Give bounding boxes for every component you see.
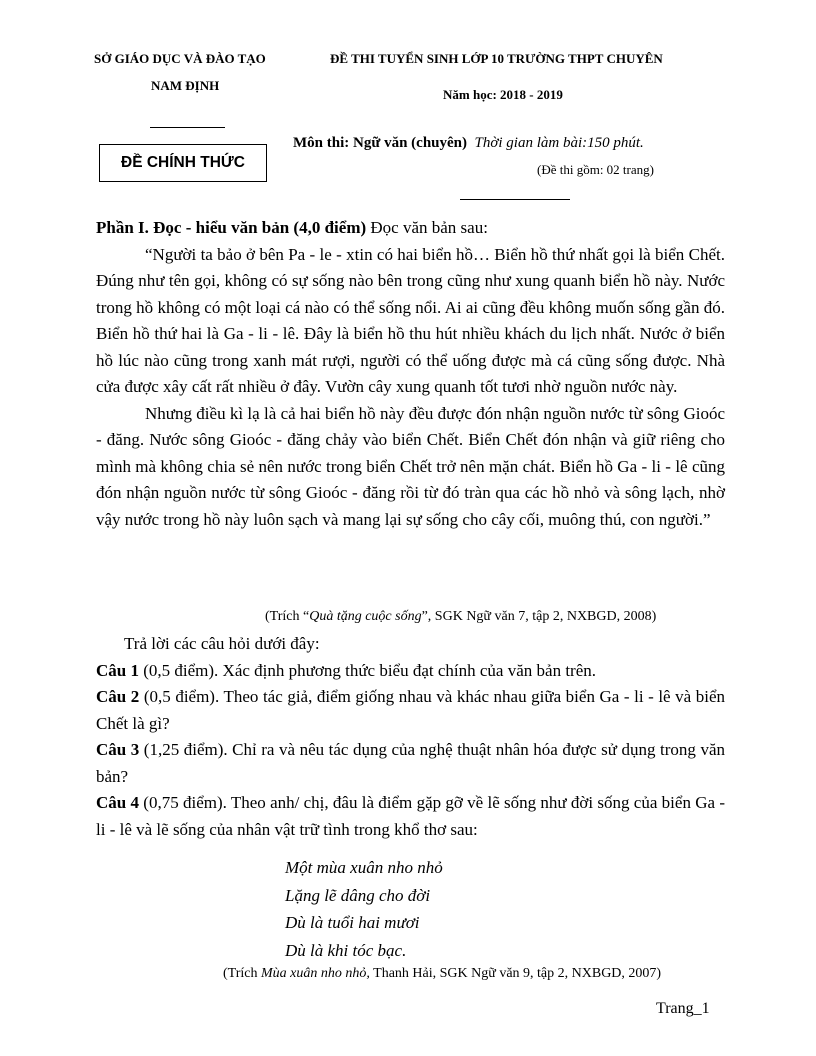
passage-paragraph-1: “Người ta bảo ở bên Pa - le - xtin có hai biển hồ… Biển hồ thứ nhất gọi là biển Chết. Đúng như tên gọi, không có sự sống nào bên trong cũng như xung quanh biển hồ này. Nước trong hồ không có một loại cá nào có thể sống nổi. Ai ai cũng đều không muốn sống gần đó. Biển hồ thứ hai là Ga - li - lê. Đây là biển hồ thu hút nhiều khách du lịch nhất. Nước ở biển hồ lúc nào cũng trong xanh mát rượi, người có thể uống được mà cá cũng sống được. Nhà cửa được xây cất rất nhiều ở đây. Vườn cây xung quanh tốt tươi nhờ nguồn nước này.: [96, 244, 725, 396]
department-name: SỞ GIÁO DỤC VÀ ĐÀO TẠO: [94, 51, 266, 66]
question-2-label: Câu 2: [96, 687, 140, 706]
question-4-text: (0,75 điểm). Theo anh/ chị, đâu là điểm gặp gỡ về lẽ sống như đời sống của biển Ga - li - lê và lẽ sống của nhân vật trữ tình trong khổ thơ sau:: [96, 793, 725, 839]
question-4: [96, 790, 725, 843]
poem-line: Một mùa xuân nho nhỏ: [285, 858, 443, 877]
poem-line: Dù là tuổi hai mươi: [285, 913, 420, 932]
passage-source: [265, 609, 656, 625]
poem-line: Dù là khi tóc bạc.: [285, 940, 407, 960]
question-2-text: (0,5 điểm). Theo tác giả, điểm giống nhau và khác nhau giữa biển Ga - li - lê và biển Chết là gì?: [96, 687, 726, 733]
question-3-label: Câu 3: [96, 740, 140, 759]
source-prefix: (Trích “: [265, 609, 310, 624]
question-3: [96, 737, 725, 790]
province-name: NAM ĐỊNH: [151, 78, 220, 93]
subject-line: [293, 135, 644, 152]
poem-line: Lặng lẽ dâng cho đời: [285, 885, 431, 905]
part1-heading-line: [96, 215, 725, 242]
poem-source: [223, 966, 661, 982]
question-1: [96, 658, 725, 685]
question-3-text: (1,25 điểm). Chỉ ra và nêu tác dụng của nghệ thuật nhân hóa được sử dụng trong văn bản?: [96, 740, 725, 786]
exam-title: ĐỀ THI TUYỂN SINH LỚP 10 TRƯỜNG THPT CHUYÊN: [330, 51, 663, 66]
poem-source-title: Mùa xuân nho nhỏ,: [261, 966, 370, 981]
right-divider: [460, 199, 570, 200]
part1-section: [96, 215, 725, 533]
questions-section: [96, 631, 725, 843]
part1-heading: Phần I. Đọc - hiểu văn bản (4,0 điểm): [96, 218, 367, 237]
poem-source-suffix: Thanh Hải, SGK Ngữ văn 9, tập 2, NXBGD, 2007): [369, 966, 662, 981]
source-title: Quà tặng cuộc sống: [309, 609, 422, 624]
left-divider: [150, 127, 225, 128]
source-suffix: ”, SGK Ngữ văn 7, tập 2, NXBGD, 2008): [421, 609, 657, 624]
school-year: Năm học: 2018 - 2019: [443, 87, 563, 102]
official-exam-box: ĐỀ CHÍNH THỨC: [99, 144, 267, 182]
question-1-text: (0,5 điểm). Xác định phương thức biểu đạt chính của văn bản trên.: [138, 660, 596, 680]
subject-label: Môn thi: Ngữ văn (chuyên): [293, 135, 468, 151]
instruction: Trả lời các câu hỏi dưới đây:: [124, 634, 320, 653]
pages-note: (Đề thi gồm: 02 trang): [537, 162, 654, 177]
poem: [285, 854, 443, 964]
passage-paragraph-2: Nhưng điều kì lạ là cả hai biển hồ này đều được đón nhận nguồn nước từ sông Gioóc - đăng. Nước sông Gioóc - đăng chảy vào biển Chết. Biển Chết đón nhận và giữ riêng cho mình mà không chia sẻ nên nước trong biển Chết trở nên mặn chát. Biển hồ Ga - li - lê cũng đón nhận nguồn nước từ sông Gioóc - đăng rồi từ đó tràn qua các hồ nhỏ và sông lạch, nhờ vậy nước trong hồ này luôn sạch và mang lại sự sống cho cây cối, muông thú, con người.”: [96, 403, 725, 529]
part1-intro: Đọc văn bản sau:: [366, 218, 488, 237]
question-1-label: Câu 1: [96, 660, 139, 680]
poem-source-prefix: (Trích: [223, 966, 261, 981]
page-number: Trang_1: [656, 1000, 710, 1017]
question-2: [96, 684, 725, 737]
question-4-label: Câu 4: [96, 793, 140, 812]
time-label: Thời gian làm bài:150 phút.: [474, 135, 644, 151]
